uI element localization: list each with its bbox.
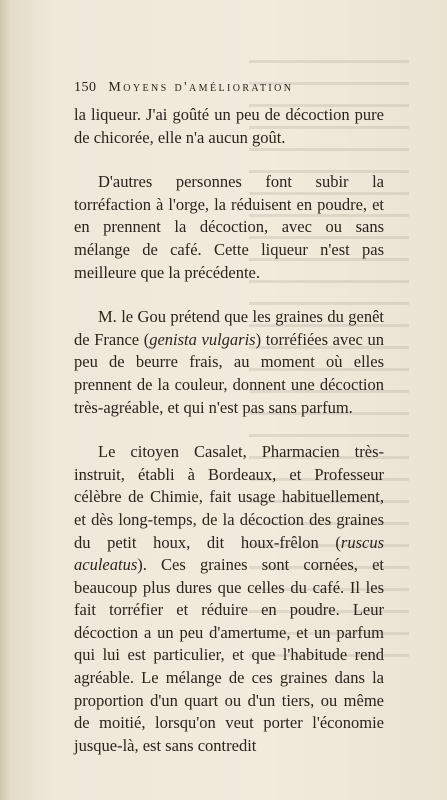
latin-name: genista vulgaris xyxy=(149,329,256,349)
paragraph-text: ) torréfiées avec un peu de beurre frais, au moment où elles prennent de la couleur, donnent une décoction très-agréable, et qui n'est pas sans parfum. xyxy=(74,329,384,417)
page-spine-shadow xyxy=(0,0,10,800)
running-title: Moyens d'amélioration xyxy=(108,80,294,95)
paragraph-text: la liqueur. J'ai goûté un peu de décoction pure de chicorée, elle n'a aucun goût. xyxy=(74,105,384,147)
paragraph-text: ). Ces graines sont cornées, et beaucoup plus dures que celles du café. Il les fait torréfier et réduire en poudre. Leur décoction a un peu d'amertume, et un parfum qui lui est particulier, et que l'habitude rend agréable. Le mélange de ces graines dans la proportion d'un quart ou d'un tiers, ou même de moitié, lorsqu'on veut porter l'économie jusque-là, est sans contredit xyxy=(74,555,384,755)
paragraph xyxy=(74,306,384,419)
latin-name: ruscus aculeatus xyxy=(74,532,384,575)
paragraph-text: M. le Gou prétend que les graines du genêt de France ( xyxy=(74,307,384,349)
running-header xyxy=(74,80,374,100)
paragraph xyxy=(74,171,384,284)
paragraph xyxy=(74,441,384,757)
paragraph xyxy=(74,104,384,149)
page-number: 150 xyxy=(74,80,97,95)
body-text xyxy=(74,104,384,757)
paragraph-text: D'autres personnes font subir la torréfaction à l'orge, la réduisent en poudre, et en prennent la décoction, avec ou sans mélange de café. Cette liqueur n'est pas meilleure que la précédente. xyxy=(74,172,384,282)
paragraph-text: Le citoyen Casalet, Pharmacien très-instruit, établi à Bordeaux, et Professeur célèbre de Chimie, fait usage habituellement, et dès long-temps, de la décoction des graines du petit houx, dit houx-frêlon ( xyxy=(74,442,384,552)
